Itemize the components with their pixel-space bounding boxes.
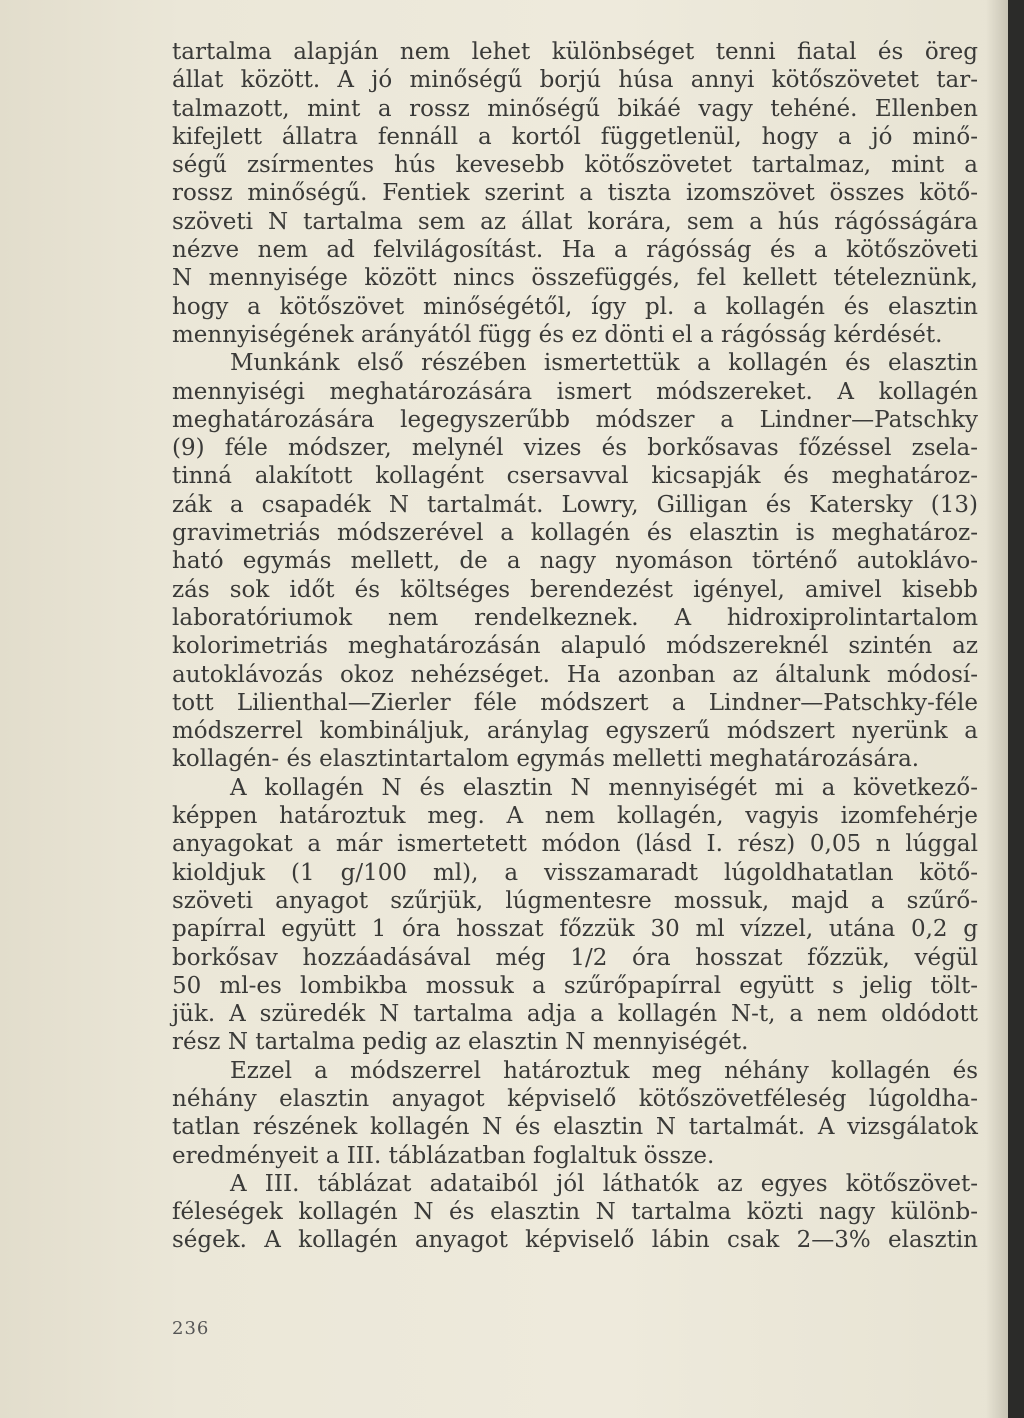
text-line: gravimetriás módszerével a kollagén és elasztin is meghatároz-: [172, 520, 978, 547]
text-line: rossz minőségű. Fentiek szerint a tiszta izomszövet összes kötő-: [172, 180, 978, 207]
text-line: tatlan részének kollagén N és elasztin N tartalmát. A vizsgálatok: [172, 1114, 978, 1141]
text-line: kolorimetriás meghatározásán alapuló módszereknél szintén az: [172, 633, 978, 660]
text-line: hogy a kötőszövet minőségétől, így pl. a kollagén és elasztin: [172, 293, 978, 320]
text-line: ségű zsírmentes hús kevesebb kötőszövetet tartalmaz, mint a: [172, 152, 978, 179]
text-line: A III. táblázat adataiból jól láthatók az egyes kötőszövet-: [230, 1170, 978, 1197]
text-line: eredményeit a III. táblázatban foglaltuk össze.: [172, 1142, 715, 1169]
text-line: kifejlett állatra fennáll a kortól függetlenül, hogy a jó minő-: [172, 123, 978, 150]
text-line: szöveti N tartalma sem az állat korára, sem a hús rágósságára: [172, 208, 978, 235]
text-line: ségek. A kollagén anyagot képviselő lábin csak 2—3% elasztin: [172, 1227, 978, 1254]
text-line: módszerrel kombináljuk, aránylag egyszerű módszert nyerünk a: [172, 718, 978, 745]
text-line: papírral együtt 1 óra hosszat főzzük 30 ml vízzel, utána 0,2 g: [172, 916, 978, 943]
text-line: kioldjuk (1 g/100 ml), a visszamaradt lúgoldhatatlan kötő-: [172, 859, 978, 886]
paragraph: [172, 1170, 978, 1255]
text-line: tott Lilienthal—Zierler féle módszert a Lindner—Patschky-féle: [172, 689, 978, 716]
text-line: képpen határoztuk meg. A nem kollagén, vagyis izomfehérje: [172, 803, 978, 830]
text-line: rész N tartalma pedig az elasztin N mennyiségét.: [172, 1029, 749, 1056]
text-line: zák a csapadék N tartalmát. Lowry, Gilligan és Katersky (13): [172, 491, 978, 518]
text-line: néhány elasztin anyagot képviselő kötőszövetféleség lúgoldha-: [172, 1085, 978, 1112]
text-line: kollagén- és elasztintartalom egymás melletti meghatározására.: [172, 746, 920, 773]
text-line: A kollagén N és elasztin N mennyiségét mi a következő-: [230, 774, 978, 801]
paragraph: [172, 349, 978, 773]
text-line: (9) féle módszer, melynél vizes és borkősavas főzéssel zsela-: [172, 435, 978, 462]
text-line: tartalma alapján nem lehet különbséget tenni fiatal és öreg: [172, 39, 978, 65]
text-line: nézve nem ad felvilágosítást. Ha a rágósság és a kötőszöveti: [172, 237, 978, 264]
paragraph: [172, 1057, 978, 1170]
paragraph: [172, 38, 978, 349]
text-line: jük. A szüredék N tartalma adja a kollagén N-t, a nem oldódott: [172, 1001, 978, 1028]
text-line: tinná alakított kollagént csersavval kicsapják és meghatároz-: [172, 463, 978, 490]
text-line: ható egymás mellett, de a nagy nyomáson történő autoklávo-: [172, 548, 978, 575]
text-line: féleségek kollagén N és elasztin N tartalma közti nagy különb-: [172, 1199, 978, 1226]
text-line: laboratóriumok nem rendelkeznek. A hidroxiprolintartalom: [172, 604, 978, 631]
text-line: anyagokat a már ismertetett módon (lásd I. rész) 0,05 n lúggal: [172, 831, 978, 858]
text-line: zás sok időt és költséges berendezést igényel, amivel kisebb: [172, 576, 978, 603]
text-line: mennyiségi meghatározására ismert módszereket. A kollagén: [172, 378, 978, 405]
paragraph: [172, 774, 978, 1057]
text-line: Ezzel a módszerrel határoztuk meg néhány kollagén és: [230, 1057, 978, 1084]
text-line: autoklávozás okoz nehézséget. Ha azonban az általunk módosí-: [172, 661, 978, 688]
text-line: Munkánk első részében ismertettük a kollagén és elasztin: [230, 350, 978, 377]
text-line: szöveti anyagot szűrjük, lúgmentesre mossuk, majd a szűrő-: [172, 887, 978, 914]
body-text: [172, 38, 978, 1255]
text-line: talmazott, mint a rossz minőségű bikáé vagy tehéné. Ellenben: [172, 95, 978, 122]
page-number: 236: [172, 1318, 210, 1339]
text-line: 50 ml-es lombikba mossuk a szűrőpapírral együtt s jelig tölt-: [172, 972, 978, 999]
text-line: meghatározására legegyszerűbb módszer a Lindner—Patschky: [172, 406, 978, 433]
text-line: állat között. A jó minőségű borjú húsa annyi kötőszövetet tar-: [172, 67, 978, 94]
text-line: N mennyisége között nincs összefüggés, fel kellett tételeznünk,: [172, 265, 978, 292]
text-line: mennyiségének arányától függ és ez dönti el a rágósság kérdését.: [172, 321, 943, 348]
text-line: borkősav hozzáadásával még 1/2 óra hosszat főzzük, végül: [172, 944, 978, 971]
